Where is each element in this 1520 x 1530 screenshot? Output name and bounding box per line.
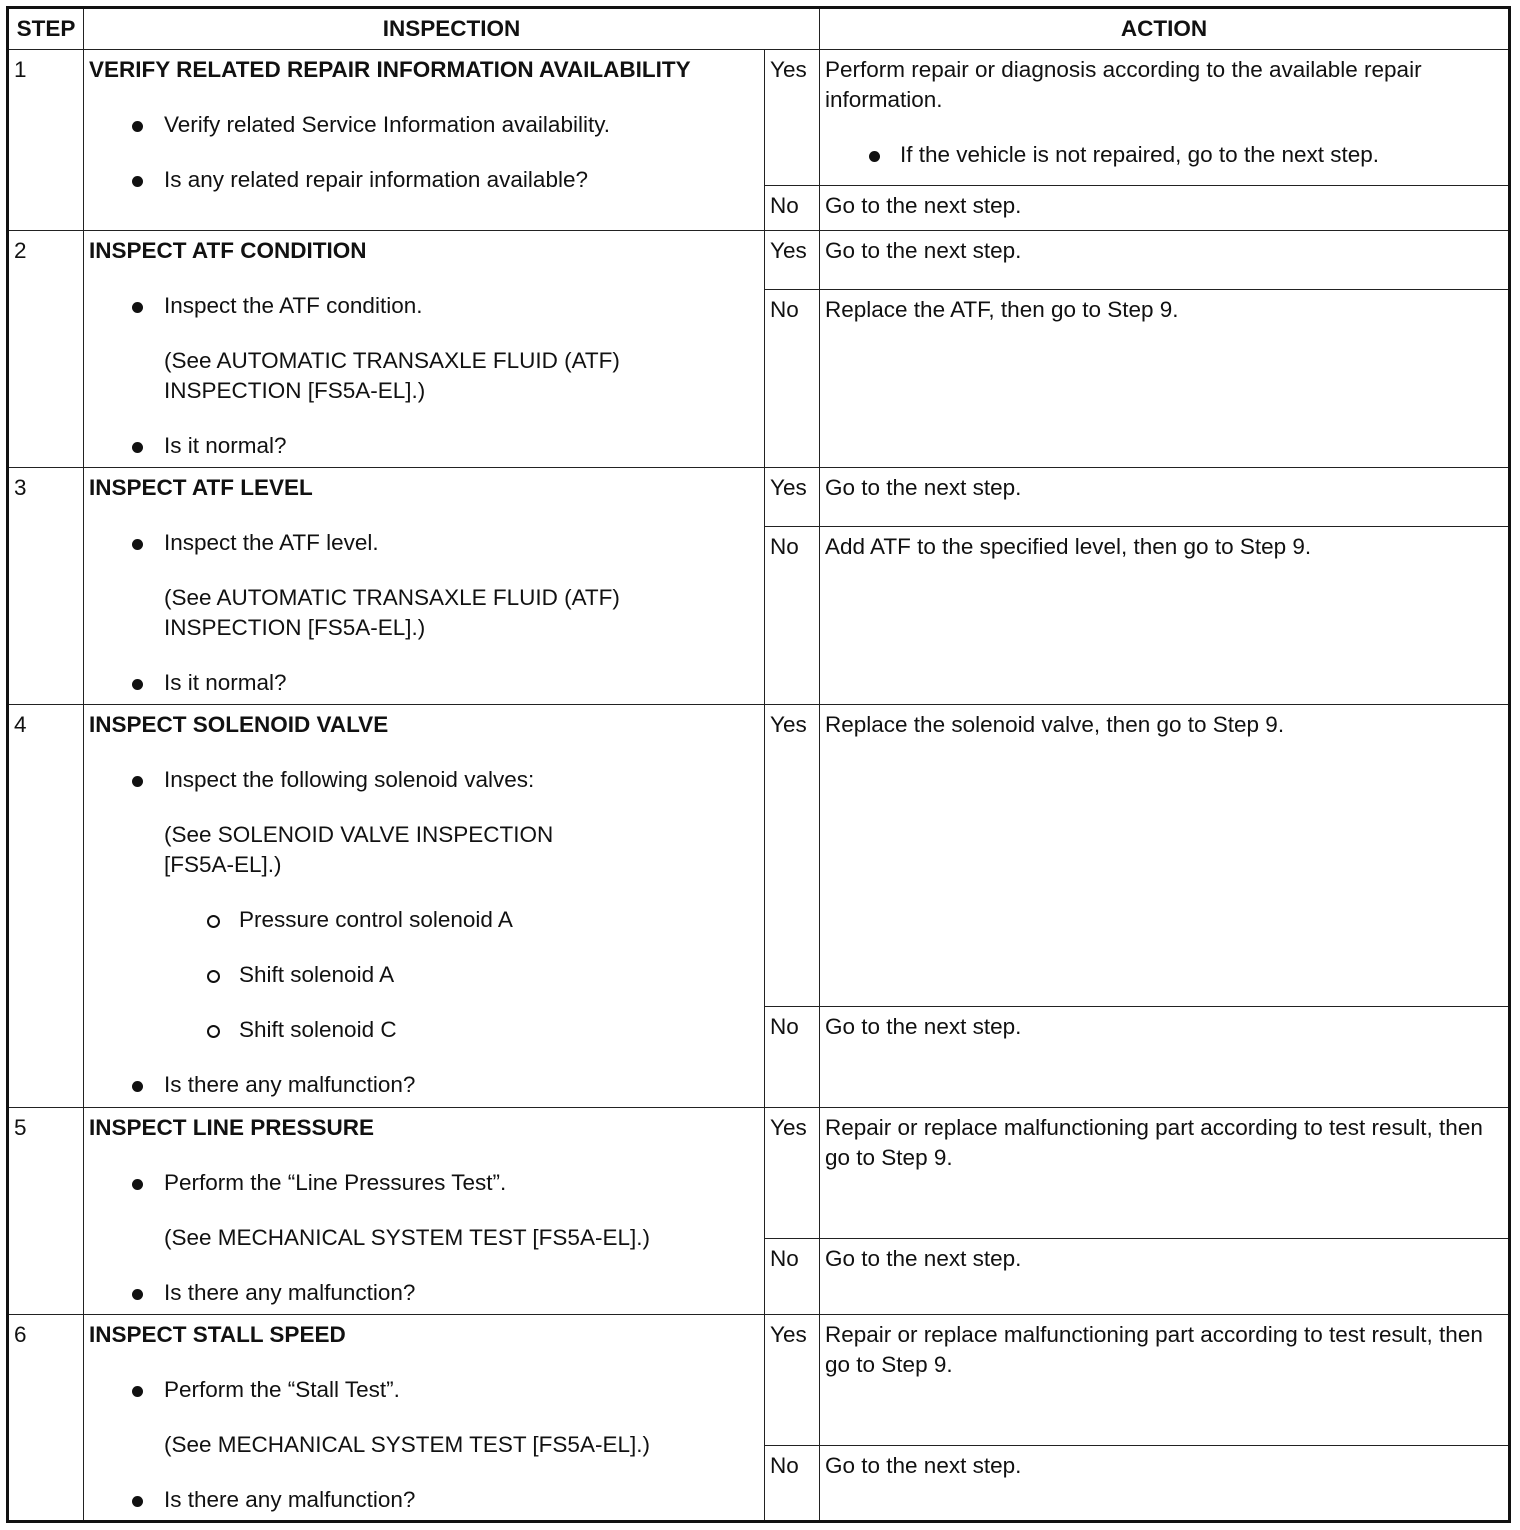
bullet-item: Verify related Service Information availability. xyxy=(89,110,759,140)
step-number: 3 xyxy=(8,468,84,705)
bullet-item: Perform the “Line Pressures Test”. xyxy=(89,1168,759,1198)
table-row xyxy=(8,1315,1510,1446)
bullet-icon xyxy=(869,151,880,162)
step-number: 5 xyxy=(8,1108,84,1315)
no-label: No xyxy=(765,1007,820,1108)
bullet-item: Inspect the ATF level. xyxy=(89,528,759,558)
sub-bullet-item: Shift solenoid A xyxy=(89,960,759,990)
yes-action-text: Repair or replace malfunctioning part according to test result, then go to Step 9. xyxy=(820,1108,1510,1239)
bullet-icon xyxy=(132,121,143,132)
step-title: INSPECT ATF CONDITION xyxy=(89,238,367,263)
yes-action-text: Repair or replace malfunctioning part according to test result, then go to Step 9. xyxy=(820,1315,1510,1446)
step-title: VERIFY RELATED REPAIR INFORMATION AVAILABILITY xyxy=(89,57,691,82)
bullet-item: Is it normal? xyxy=(89,668,759,698)
sub-bullet-item: Shift solenoid C xyxy=(89,1015,759,1045)
diagnostic-procedure-table xyxy=(6,6,1511,1523)
no-action-text: Go to the next step. xyxy=(820,186,1510,231)
inspection-cell xyxy=(84,1315,765,1522)
reference-text: (See AUTOMATIC TRANSAXLE FLUID (ATF) INSPECTION [FS5A-EL].) xyxy=(164,585,620,640)
no-action-text: Add ATF to the specified level, then go to Step 9. xyxy=(820,527,1510,705)
no-action-text: Go to the next step. xyxy=(820,1239,1510,1315)
step-number: 1 xyxy=(8,50,84,231)
inspection-cell xyxy=(84,468,765,705)
table-row xyxy=(8,231,1510,290)
circle-bullet-icon xyxy=(207,970,220,983)
bullet-item: Is there any malfunction? xyxy=(89,1278,759,1308)
yes-label: Yes xyxy=(765,705,820,1007)
bullet-icon xyxy=(132,679,143,690)
circle-bullet-icon xyxy=(207,1025,220,1038)
step-title: INSPECT STALL SPEED xyxy=(89,1322,346,1347)
reference-text: (See MECHANICAL SYSTEM TEST [FS5A-EL].) xyxy=(164,1432,650,1457)
reference-text: (See SOLENOID VALVE INSPECTION [FS5A-EL].) xyxy=(164,822,554,877)
inspection-cell xyxy=(84,1108,765,1315)
bullet-item: Is there any malfunction? xyxy=(89,1070,759,1100)
header-inspection: INSPECTION xyxy=(84,8,820,50)
yes-label: Yes xyxy=(765,50,820,186)
no-action-text: Replace the ATF, then go to Step 9. xyxy=(820,290,1510,468)
yes-label: Yes xyxy=(765,231,820,290)
inspection-cell xyxy=(84,705,765,1108)
action-bullet-item: If the vehicle is not repaired, go to the next step. xyxy=(825,140,1503,170)
table-row xyxy=(8,50,1510,186)
bullet-item: Perform the “Stall Test”. xyxy=(89,1375,759,1405)
table-row xyxy=(8,468,1510,527)
no-label: No xyxy=(765,527,820,705)
no-label: No xyxy=(765,1239,820,1315)
table-row xyxy=(8,1108,1510,1239)
step-title: INSPECT SOLENOID VALVE xyxy=(89,712,389,737)
bullet-icon xyxy=(132,1289,143,1300)
bullet-item: Is there any malfunction? xyxy=(89,1485,759,1515)
bullet-item: Inspect the ATF condition. xyxy=(89,291,759,321)
table-row xyxy=(8,705,1510,1007)
bullet-icon xyxy=(132,176,143,187)
sub-bullet-item: Pressure control solenoid A xyxy=(89,905,759,935)
bullet-item: Is it normal? xyxy=(89,431,759,461)
inspection-cell xyxy=(84,231,765,468)
bullet-icon xyxy=(132,1496,143,1507)
step-number: 4 xyxy=(8,705,84,1108)
yes-action-cell xyxy=(820,50,1510,186)
step-number: 6 xyxy=(8,1315,84,1522)
bullet-icon xyxy=(132,1081,143,1092)
bullet-item: Is any related repair information available? xyxy=(89,165,759,195)
step-title: INSPECT ATF LEVEL xyxy=(89,475,313,500)
header-action: ACTION xyxy=(820,8,1510,50)
inspection-cell xyxy=(84,50,765,231)
reference-text: (See MECHANICAL SYSTEM TEST [FS5A-EL].) xyxy=(164,1225,650,1250)
step-title: INSPECT LINE PRESSURE xyxy=(89,1115,375,1140)
bullet-icon xyxy=(132,1386,143,1397)
step-number: 2 xyxy=(8,231,84,468)
header-step: STEP xyxy=(8,8,84,50)
no-action-text: Go to the next step. xyxy=(820,1007,1510,1108)
circle-bullet-icon xyxy=(207,915,220,928)
reference-text: (See AUTOMATIC TRANSAXLE FLUID (ATF) INSPECTION [FS5A-EL].) xyxy=(164,348,620,403)
yes-action-text: Go to the next step. xyxy=(820,231,1510,290)
no-label: No xyxy=(765,1446,820,1522)
yes-action-text: Replace the solenoid valve, then go to Step 9. xyxy=(820,705,1510,1007)
bullet-item: Inspect the following solenoid valves: xyxy=(89,765,759,795)
yes-label: Yes xyxy=(765,1315,820,1446)
no-label: No xyxy=(765,186,820,231)
bullet-icon xyxy=(132,539,143,550)
yes-action-text: Perform repair or diagnosis according to the available repair information. xyxy=(825,57,1422,112)
bullet-icon xyxy=(132,776,143,787)
no-action-text: Go to the next step. xyxy=(820,1446,1510,1522)
table-header-row xyxy=(8,8,1510,50)
yes-label: Yes xyxy=(765,468,820,527)
bullet-icon xyxy=(132,302,143,313)
yes-label: Yes xyxy=(765,1108,820,1239)
yes-action-text: Go to the next step. xyxy=(820,468,1510,527)
no-label: No xyxy=(765,290,820,468)
bullet-icon xyxy=(132,442,143,453)
bullet-icon xyxy=(132,1179,143,1190)
